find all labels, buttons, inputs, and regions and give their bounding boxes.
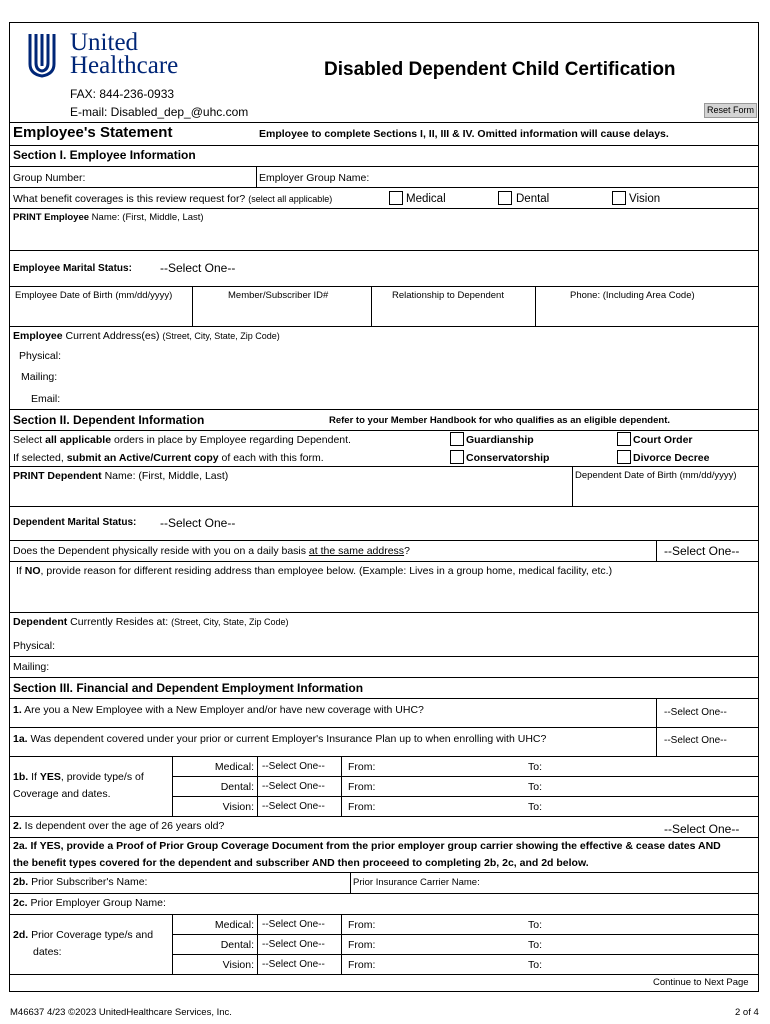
q1b-label: 1b. If YES, provide type/s of	[13, 771, 144, 783]
divorce-decree-checkbox[interactable]	[617, 450, 631, 464]
coverage-row-2-label: Vision:	[222, 801, 254, 813]
court-order-checkbox[interactable]	[617, 432, 631, 446]
section2-note: Refer to your Member Handbook for who qualifies as an eligible dependent.	[329, 415, 670, 426]
prior-employer-group-input[interactable]	[180, 895, 757, 913]
divorce-decree-label: Divorce Decree	[633, 452, 710, 464]
dependent-name-label: PRINT Dependent Name: (First, Middle, Last)	[13, 470, 229, 482]
q2-select[interactable]: --Select One--	[664, 822, 740, 836]
prior-row-1-label: Dental:	[220, 939, 254, 951]
q2a-line2: the benefit types covered for the dependent and subscriber AND then proceeed to completing 2b, 2c, and 2d below.	[13, 857, 589, 869]
prior-row-2-from-input[interactable]	[382, 956, 522, 972]
employee-marital-label: Employee Marital Status:	[13, 263, 132, 274]
prior-row-1-select[interactable]: --Select One--	[262, 939, 325, 950]
member-id-input[interactable]	[194, 304, 369, 324]
member-id-label: Member/Subscriber ID#	[228, 290, 329, 301]
vision-checkbox[interactable]	[612, 191, 626, 205]
logo-text-healthcare: Healthcare	[70, 52, 179, 79]
prior-carrier-input[interactable]	[490, 874, 757, 892]
employer-group-name-input[interactable]	[380, 168, 758, 187]
prior-row-1-to-label: To:	[528, 939, 543, 951]
q2a-line1: 2a. If YES, provide a Proof of Prior Group Coverage Document from the prior employer group carrier showing the effective & cease dates AND	[13, 840, 721, 852]
coverage-row-1-select[interactable]: --Select One--	[262, 781, 325, 792]
section1-heading: Section I. Employee Information	[13, 148, 196, 162]
prior-row-0-label: Medical:	[214, 919, 254, 931]
coverage-row-0-to-label: To:	[528, 761, 543, 773]
employee-address-label: Employee Current Address(es) (Street, City, State, Zip Code)	[13, 330, 280, 342]
employee-email-input[interactable]	[70, 389, 757, 407]
coverage-row-2-from-label: From:	[348, 801, 376, 813]
footer-page-number: 2 of 4	[735, 1007, 759, 1018]
employee-physical-label: Physical:	[19, 350, 62, 362]
employee-name-label: PRINT Employee Name: (First, Middle, Last)	[13, 212, 204, 223]
uhc-logo-icon	[24, 30, 60, 82]
q2b-carrier-label: Prior Insurance Carrier Name:	[353, 877, 480, 888]
section2-heading: Section II. Dependent Information	[13, 413, 205, 427]
coverage-question: What benefit coverages is this review request for? (select all applicable)	[13, 193, 333, 205]
dependent-dob-label: Dependent Date of Birth (mm/dd/yyyy)	[575, 470, 737, 481]
coverage-row-2-from-input[interactable]	[382, 798, 522, 814]
continue-note: Continue to Next Page	[653, 977, 749, 988]
prior-row-0-select[interactable]: --Select One--	[262, 919, 325, 930]
q2c-label: 2c. Prior Employer Group Name:	[13, 897, 166, 909]
orders-instruction: Select all applicable orders in place by Employee regarding Dependent.	[13, 434, 351, 446]
group-number-label: Group Number:	[13, 172, 86, 184]
coverage-row-1-label: Dental:	[220, 781, 254, 793]
prior-row-1-from-label: From:	[348, 939, 376, 951]
q1b-label-line2: Coverage and dates.	[13, 788, 111, 800]
employee-marital-select[interactable]: --Select One--	[160, 261, 236, 275]
prior-row-0-from-input[interactable]	[382, 916, 522, 932]
employee-mailing-label: Mailing:	[21, 371, 58, 383]
prior-row-2-select[interactable]: --Select One--	[262, 959, 325, 970]
prior-subscriber-input[interactable]	[160, 874, 348, 892]
dependent-marital-select[interactable]: --Select One--	[160, 516, 236, 530]
reset-form-button[interactable]: Reset Form	[704, 103, 757, 118]
employee-name-input[interactable]	[12, 226, 757, 248]
coverage-row-1-to-input[interactable]	[548, 778, 756, 794]
q2-label: 2. Is dependent over the age of 26 years old?	[13, 820, 225, 832]
employee-dob-label: Employee Date of Birth (mm/dd/yyyy)	[15, 290, 173, 301]
employee-mailing-input[interactable]	[70, 367, 757, 385]
section3-heading: Section III. Financial and Dependent Employment Information	[13, 681, 364, 695]
q2b-label: 2b. Prior Subscriber's Name:	[13, 876, 148, 888]
dependent-physical-label: Physical:	[13, 640, 56, 652]
phone-label: Phone: (Including Area Code)	[570, 290, 695, 301]
employee-statement-heading: Employee's Statement	[13, 124, 173, 141]
fax-number: FAX: 844-236-0933	[70, 87, 175, 101]
prior-row-2-label: Vision:	[222, 959, 254, 971]
coverage-row-0-to-input[interactable]	[548, 758, 756, 774]
form-title: Disabled Dependent Child Certification	[324, 59, 676, 80]
coverage-row-1-to-label: To:	[528, 781, 543, 793]
q2d-label-line2: dates:	[33, 946, 62, 958]
employee-dob-input[interactable]	[12, 304, 190, 324]
coverage-row-1-from-input[interactable]	[382, 778, 522, 794]
email-address: E-mail: Disabled_dep_@uhc.com	[70, 105, 249, 119]
prior-row-1-from-input[interactable]	[382, 936, 522, 952]
dependent-mailing-label: Mailing:	[13, 661, 50, 673]
reside-reason-label: If NO, provide reason for different residing address than employee below. (Example: Lives in a group home, medical facility, etc.)	[16, 565, 613, 577]
employee-physical-input[interactable]	[70, 346, 757, 364]
employee-email-label: Email:	[31, 393, 61, 405]
medical-checkbox[interactable]	[389, 191, 403, 205]
coverage-row-0-from-label: From:	[348, 761, 376, 773]
copy-instruction: If selected, submit an Active/Current copy of each with this form.	[13, 452, 324, 464]
employee-statement-instruction: Employee to complete Sections I, II, III & IV. Omitted information will cause delays.	[259, 128, 669, 140]
footer-form-id: M46637 4/23 ©2023 UnitedHealthcare Services, Inc.	[10, 1007, 232, 1018]
q1a-label: 1a. Was dependent covered under your prior or current Employer's Insurance Plan up to when enrolling with UHC?	[13, 733, 547, 745]
court-order-label: Court Order	[633, 434, 693, 446]
phone-input[interactable]	[537, 304, 757, 324]
dependent-address-label: Dependent Currently Resides at: (Street, City, State, Zip Code)	[13, 616, 289, 628]
conservatorship-checkbox[interactable]	[450, 450, 464, 464]
dependent-name-input[interactable]	[12, 484, 570, 504]
prior-row-0-from-label: From:	[348, 919, 376, 931]
group-number-input[interactable]	[95, 168, 255, 187]
relationship-label: Relationship to Dependent	[392, 290, 504, 301]
prior-row-2-to-label: To:	[528, 959, 543, 971]
reside-select[interactable]: --Select One--	[664, 544, 740, 558]
relationship-input[interactable]	[373, 304, 534, 324]
coverage-row-1-from-label: From:	[348, 781, 376, 793]
prior-row-2-from-label: From:	[348, 959, 376, 971]
prior-row-0-to-input[interactable]	[548, 916, 756, 932]
coverage-row-0-label: Medical:	[214, 761, 254, 773]
prior-row-1-to-input[interactable]	[548, 936, 756, 952]
prior-row-0-to-label: To:	[528, 919, 543, 931]
conservatorship-label: Conservatorship	[466, 452, 550, 464]
coverage-row-0-select[interactable]: --Select One--	[262, 761, 325, 772]
guardianship-checkbox[interactable]	[450, 432, 464, 446]
q1-select[interactable]: --Select One--	[664, 707, 727, 718]
reside-reason-input[interactable]	[12, 580, 757, 610]
q2d-label: 2d. Prior Coverage type/s and	[13, 929, 154, 941]
vision-checkbox-label: Vision	[629, 193, 661, 205]
dependent-dob-input[interactable]	[574, 484, 757, 504]
logo-text-united: United	[70, 29, 139, 56]
coverage-row-0-from-input[interactable]	[382, 758, 522, 774]
employer-group-name-label: Employer Group Name:	[259, 172, 370, 184]
guardianship-label: Guardianship	[466, 434, 534, 446]
q1-label: 1. Are you a New Employee with a New Employer and/or have new coverage with UHC?	[13, 704, 424, 716]
prior-row-2-to-input[interactable]	[548, 956, 756, 972]
dental-checkbox[interactable]	[498, 191, 512, 205]
reside-question: Does the Dependent physically reside with you on a daily basis at the same address?	[13, 545, 410, 557]
dependent-physical-input[interactable]	[60, 636, 757, 654]
coverage-row-2-select[interactable]: --Select One--	[262, 801, 325, 812]
dependent-marital-label: Dependent Marital Status:	[13, 517, 137, 528]
medical-checkbox-label: Medical	[406, 193, 446, 205]
coverage-row-2-to-input[interactable]	[548, 798, 756, 814]
coverage-row-2-to-label: To:	[528, 801, 543, 813]
dental-checkbox-label: Dental	[516, 193, 550, 205]
dependent-mailing-input[interactable]	[60, 658, 757, 676]
q1a-select[interactable]: --Select One--	[664, 735, 727, 746]
